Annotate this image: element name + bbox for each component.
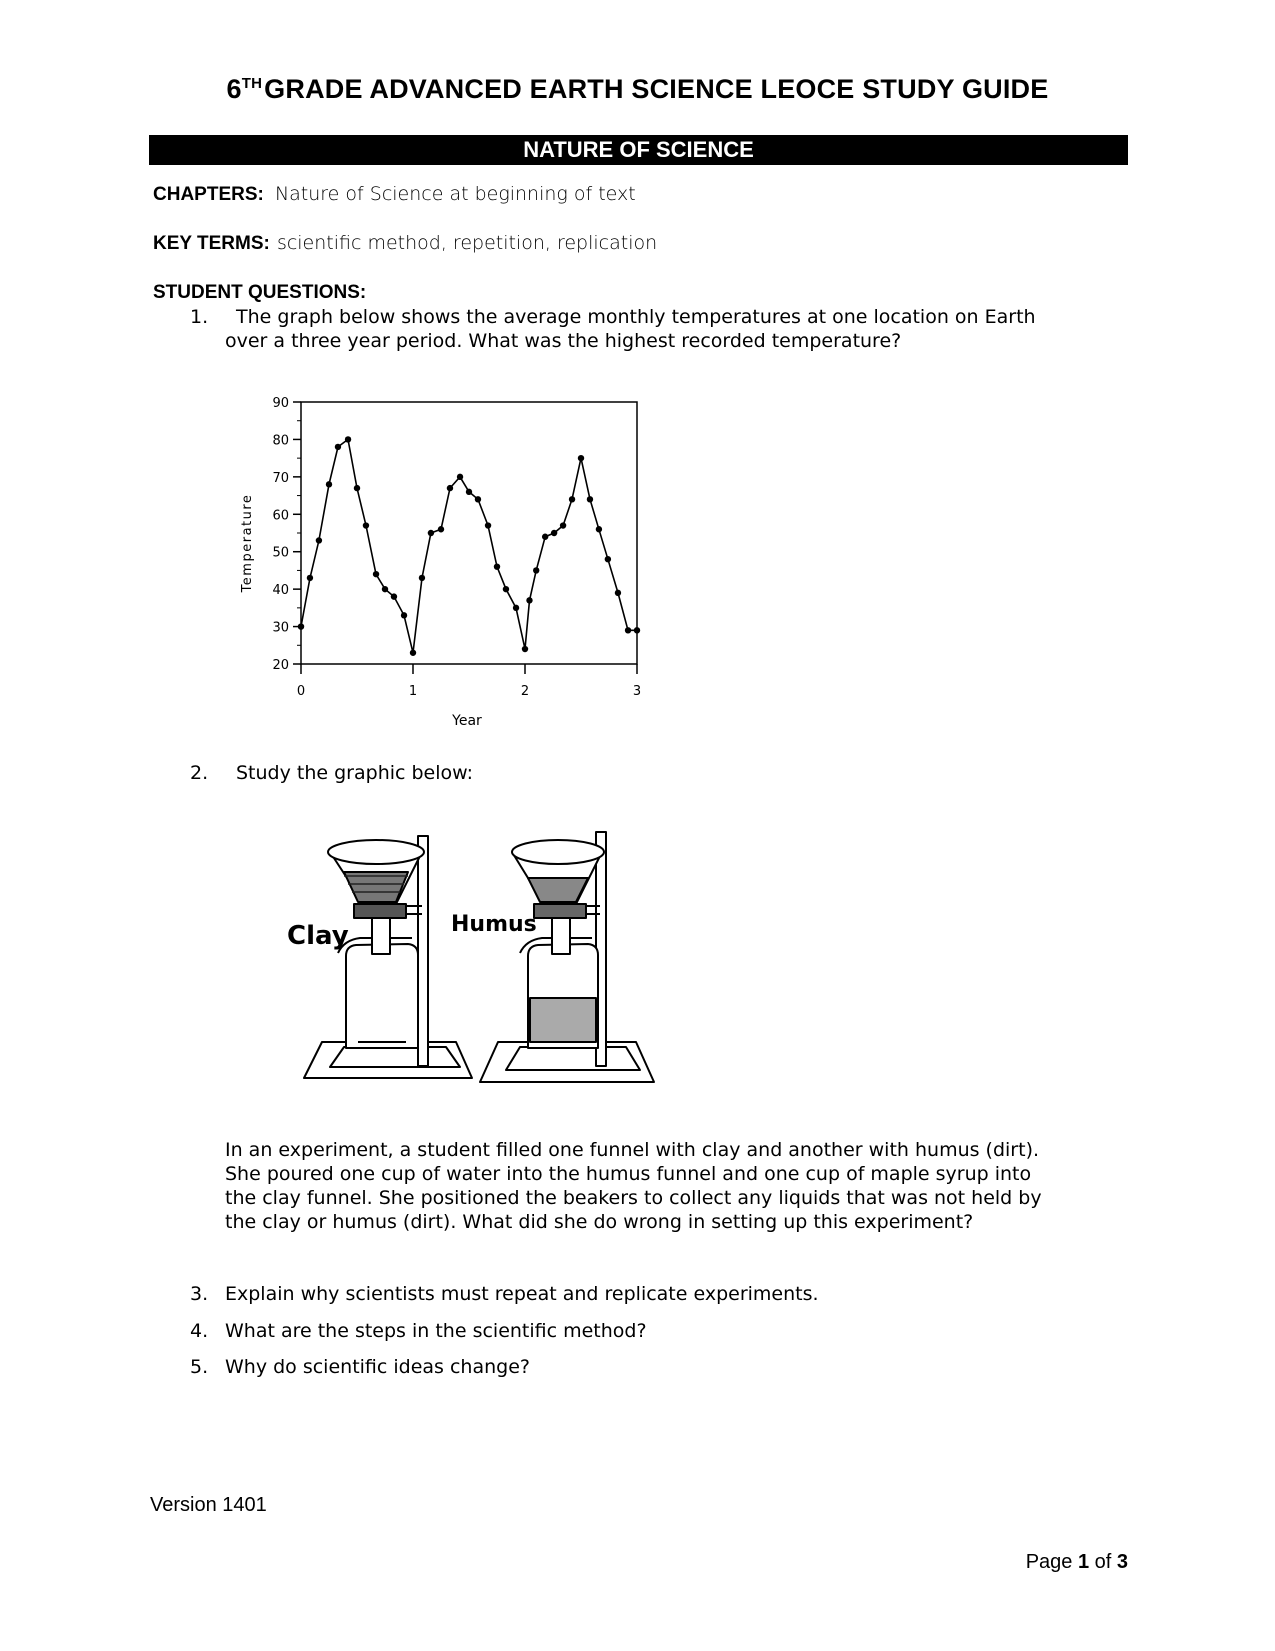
clay-funnel-rim xyxy=(328,840,424,864)
q2-number: 2. xyxy=(190,762,209,784)
y-tick-label: 80 xyxy=(272,433,289,449)
q2-para-line-3: the clay funnel. She positioned the beakers to collect any liquids that was not held by xyxy=(225,1187,1042,1209)
collected-liquid xyxy=(530,998,596,1042)
data-point xyxy=(578,455,584,461)
y-tick-label: 20 xyxy=(272,658,289,673)
y-tick-label: 90 xyxy=(272,396,289,411)
q4-number: 4. xyxy=(190,1320,209,1342)
data-point xyxy=(625,627,631,633)
humus-setup xyxy=(480,832,654,1082)
data-point xyxy=(485,522,491,528)
key-terms-label: KEY TERMS: xyxy=(153,233,270,254)
data-point xyxy=(419,575,425,581)
page-number: Page 1 of 3 xyxy=(1025,1551,1128,1573)
student-questions-label: STUDENT QUESTIONS: xyxy=(153,282,367,303)
data-point xyxy=(542,534,548,540)
data-point xyxy=(605,556,611,562)
data-point xyxy=(373,571,379,577)
humus-funnel-stem xyxy=(552,916,570,954)
data-point xyxy=(513,605,519,611)
q3-text: Explain why scientists must repeat and replicate experiments. xyxy=(225,1283,819,1305)
q1-line-2: over a three year period. What was the highest recorded temperature? xyxy=(225,330,902,352)
x-tick-label: 2 xyxy=(520,684,530,699)
key-terms-row xyxy=(153,232,657,255)
series-line xyxy=(301,439,637,652)
data-point xyxy=(363,522,369,528)
y-tick-label: 30 xyxy=(272,620,289,636)
data-point xyxy=(503,586,509,592)
clay-clamp xyxy=(354,904,406,918)
data-point xyxy=(410,650,416,656)
data-point xyxy=(354,485,360,491)
data-point xyxy=(457,474,463,480)
q5-number: 5. xyxy=(190,1356,209,1378)
funnel-experiment-illustration xyxy=(287,820,670,1100)
data-point xyxy=(401,612,407,618)
clay-setup xyxy=(304,836,472,1078)
data-point xyxy=(560,522,566,528)
x-tick-label: 1 xyxy=(408,684,418,699)
left-stand-rod xyxy=(418,836,428,1066)
clay-label: Clay xyxy=(287,921,349,951)
data-point xyxy=(345,436,351,442)
data-point xyxy=(438,526,444,532)
data-point xyxy=(526,597,532,603)
data-point xyxy=(326,481,332,487)
clay-beaker xyxy=(346,944,418,1048)
humus-clamp xyxy=(534,904,586,918)
humus-label: Humus xyxy=(451,912,537,937)
data-point xyxy=(569,496,575,502)
y-tick-label: 60 xyxy=(272,508,289,524)
q1-line-1: The graph below shows the average monthly temperatures at one location on Earth xyxy=(236,306,1036,328)
x-tick-label: 3 xyxy=(632,684,642,699)
data-point xyxy=(428,530,434,536)
data-point xyxy=(615,590,621,596)
q2-para-line-1: In an experiment, a student filled one funnel with clay and another with humus (dirt). xyxy=(225,1139,1040,1161)
y-axis-label: Temperature xyxy=(240,493,255,593)
q5-text: Why do scientific ideas change? xyxy=(225,1356,530,1378)
version-label: Version 1401 xyxy=(150,1494,267,1516)
humus-funnel-rim xyxy=(512,840,604,864)
data-point xyxy=(494,563,500,569)
q3-number: 3. xyxy=(190,1283,209,1305)
data-point xyxy=(475,496,481,502)
section-banner: NATURE OF SCIENCE xyxy=(149,135,1128,165)
data-point xyxy=(466,489,472,495)
data-point xyxy=(551,530,557,536)
q2-para-line-4: the clay or humus (dirt). What did she do wrong in setting up this experiment? xyxy=(225,1211,974,1233)
y-tick-label: 70 xyxy=(272,470,289,486)
data-point xyxy=(447,485,453,491)
chapters-row xyxy=(153,183,636,206)
data-point xyxy=(391,593,397,599)
data-point xyxy=(307,575,313,581)
data-point xyxy=(596,526,602,532)
data-point xyxy=(316,537,322,543)
page-title: 6THGRADE ADVANCED EARTH SCIENCE LEOCE STUDY GUIDE xyxy=(226,74,1049,104)
y-tick-label: 40 xyxy=(272,583,289,599)
data-point xyxy=(298,623,304,629)
q1-number: 1. xyxy=(190,306,209,328)
data-point xyxy=(634,627,640,633)
q2-text: Study the graphic below: xyxy=(236,762,474,784)
plot-frame xyxy=(301,402,637,664)
chapters-label: CHAPTERS: xyxy=(153,184,264,205)
x-tick-label: 0 xyxy=(296,684,306,699)
data-point xyxy=(335,444,341,450)
data-point xyxy=(382,586,388,592)
data-point xyxy=(522,646,528,652)
data-point xyxy=(533,567,539,573)
data-point xyxy=(587,496,593,502)
key-terms-value: scientific method, repetition, replication xyxy=(276,232,658,254)
y-tick-label: 50 xyxy=(272,545,289,561)
temperature-chart xyxy=(225,380,655,735)
clay-funnel-stem xyxy=(372,916,390,954)
x-axis-label: Year xyxy=(452,713,482,729)
q2-para-line-2: She poured one cup of water into the humus funnel and one cup of maple syrup into xyxy=(225,1163,1032,1185)
chapters-value: Nature of Science at beginning of text xyxy=(274,183,636,205)
q4-text: What are the steps in the scientific method? xyxy=(225,1320,647,1342)
